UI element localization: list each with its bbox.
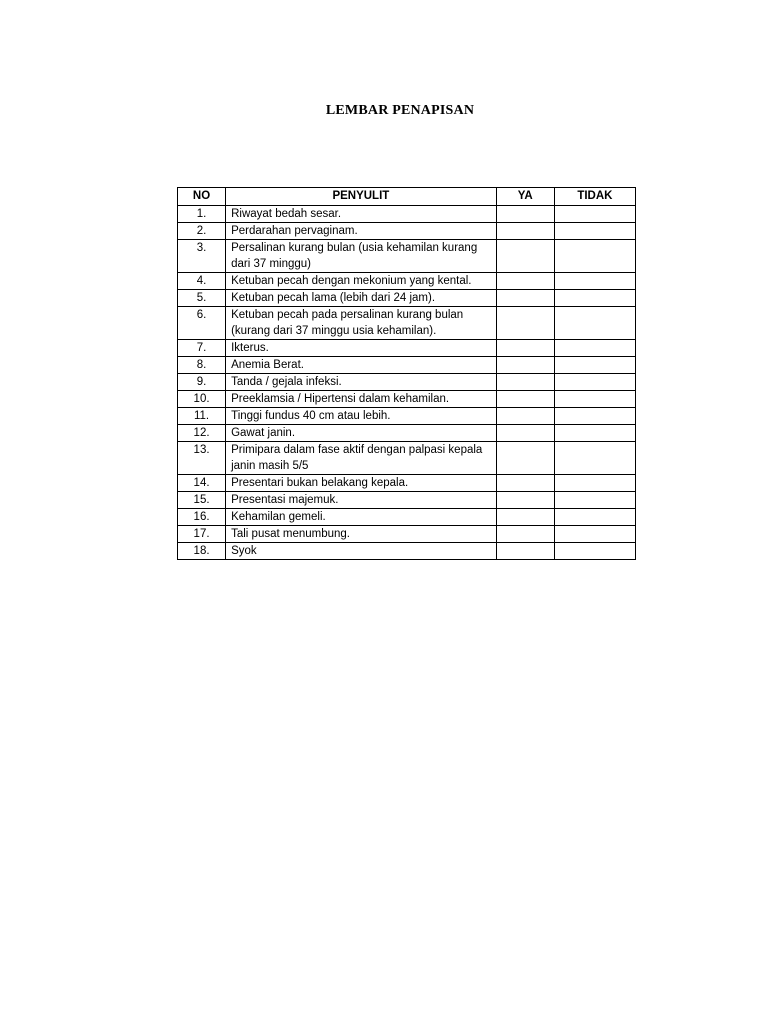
row-penyulit: Kehamilan gemeli. — [226, 509, 497, 526]
row-ya-cell[interactable] — [496, 357, 554, 374]
table-row — [178, 206, 636, 223]
row-penyulit: Presentari bukan belakang kepala. — [226, 475, 497, 492]
header-row — [178, 188, 636, 206]
row-ya-cell[interactable] — [496, 442, 554, 475]
table-row — [178, 543, 636, 560]
table-row — [178, 408, 636, 425]
row-tidak-cell[interactable] — [554, 442, 635, 475]
row-ya-cell[interactable] — [496, 425, 554, 442]
row-ya-cell[interactable] — [496, 526, 554, 543]
row-ya-cell[interactable] — [496, 307, 554, 340]
header-penyulit: PENYULIT — [226, 188, 497, 206]
row-ya-cell[interactable] — [496, 290, 554, 307]
header-ya: YA — [496, 188, 554, 206]
table-row — [178, 475, 636, 492]
row-ya-cell[interactable] — [496, 240, 554, 273]
row-ya-cell[interactable] — [496, 509, 554, 526]
row-ya-cell[interactable] — [496, 340, 554, 357]
table-row — [178, 391, 636, 408]
row-penyulit: Tinggi fundus 40 cm atau lebih. — [226, 408, 497, 425]
row-number: 9. — [178, 374, 226, 391]
row-penyulit: Riwayat bedah sesar. — [226, 206, 497, 223]
row-tidak-cell[interactable] — [554, 273, 635, 290]
row-number: 11. — [178, 408, 226, 425]
row-penyulit: Ketuban pecah dengan mekonium yang kental. — [226, 273, 497, 290]
row-number: 14. — [178, 475, 226, 492]
row-penyulit: Ketuban pecah pada persalinan kurang bulan (kurang dari 37 minggu usia kehamilan). — [226, 307, 497, 340]
row-number: 16. — [178, 509, 226, 526]
row-tidak-cell[interactable] — [554, 290, 635, 307]
row-penyulit: Ikterus. — [226, 340, 497, 357]
row-number: 1. — [178, 206, 226, 223]
table-row — [178, 509, 636, 526]
row-number: 7. — [178, 340, 226, 357]
row-penyulit: Preeklamsia / Hipertensi dalam kehamilan. — [226, 391, 497, 408]
row-penyulit: Presentasi majemuk. — [226, 492, 497, 509]
table-row — [178, 357, 636, 374]
table-row — [178, 492, 636, 509]
row-penyulit: Primipara dalam fase aktif dengan palpasi kepala janin masih 5/5 — [226, 442, 497, 475]
row-number: 3. — [178, 240, 226, 273]
row-ya-cell[interactable] — [496, 492, 554, 509]
header-tidak: TIDAK — [554, 188, 635, 206]
table-body — [178, 206, 636, 560]
row-tidak-cell[interactable] — [554, 374, 635, 391]
row-number: 2. — [178, 223, 226, 240]
row-penyulit: Tanda / gejala infeksi. — [226, 374, 497, 391]
row-number: 10. — [178, 391, 226, 408]
row-tidak-cell[interactable] — [554, 492, 635, 509]
row-number: 12. — [178, 425, 226, 442]
row-number: 13. — [178, 442, 226, 475]
row-tidak-cell[interactable] — [554, 391, 635, 408]
row-ya-cell[interactable] — [496, 543, 554, 560]
row-tidak-cell[interactable] — [554, 425, 635, 442]
row-ya-cell[interactable] — [496, 408, 554, 425]
row-tidak-cell[interactable] — [554, 543, 635, 560]
row-number: 8. — [178, 357, 226, 374]
row-ya-cell[interactable] — [496, 475, 554, 492]
table-row — [178, 425, 636, 442]
row-tidak-cell[interactable] — [554, 526, 635, 543]
row-penyulit: Persalinan kurang bulan (usia kehamilan kurang dari 37 minggu) — [226, 240, 497, 273]
row-penyulit: Gawat janin. — [226, 425, 497, 442]
row-tidak-cell[interactable] — [554, 509, 635, 526]
table-row — [178, 526, 636, 543]
row-number: 5. — [178, 290, 226, 307]
table-row — [178, 273, 636, 290]
row-tidak-cell[interactable] — [554, 206, 635, 223]
row-ya-cell[interactable] — [496, 206, 554, 223]
row-number: 4. — [178, 273, 226, 290]
table-row — [178, 340, 636, 357]
table-row — [178, 223, 636, 240]
screening-table — [177, 187, 636, 560]
row-tidak-cell[interactable] — [554, 357, 635, 374]
row-tidak-cell[interactable] — [554, 340, 635, 357]
row-penyulit: Ketuban pecah lama (lebih dari 24 jam). — [226, 290, 497, 307]
row-number: 6. — [178, 307, 226, 340]
row-ya-cell[interactable] — [496, 223, 554, 240]
table-row — [178, 374, 636, 391]
table-row — [178, 442, 636, 475]
row-penyulit: Anemia Berat. — [226, 357, 497, 374]
table-header — [178, 188, 636, 206]
row-tidak-cell[interactable] — [554, 223, 635, 240]
row-tidak-cell[interactable] — [554, 240, 635, 273]
row-ya-cell[interactable] — [496, 374, 554, 391]
row-number: 17. — [178, 526, 226, 543]
row-ya-cell[interactable] — [496, 273, 554, 290]
header-no: NO — [178, 188, 226, 206]
table-row — [178, 307, 636, 340]
row-penyulit: Perdarahan pervaginam. — [226, 223, 497, 240]
row-tidak-cell[interactable] — [554, 475, 635, 492]
row-tidak-cell[interactable] — [554, 408, 635, 425]
document-title: LEMBAR PENAPISAN — [325, 103, 475, 118]
row-penyulit: Syok — [226, 543, 497, 560]
row-ya-cell[interactable] — [496, 391, 554, 408]
table-row — [178, 240, 636, 273]
row-number: 15. — [178, 492, 226, 509]
row-penyulit: Tali pusat menumbung. — [226, 526, 497, 543]
table-row — [178, 290, 636, 307]
row-tidak-cell[interactable] — [554, 307, 635, 340]
row-number: 18. — [178, 543, 226, 560]
